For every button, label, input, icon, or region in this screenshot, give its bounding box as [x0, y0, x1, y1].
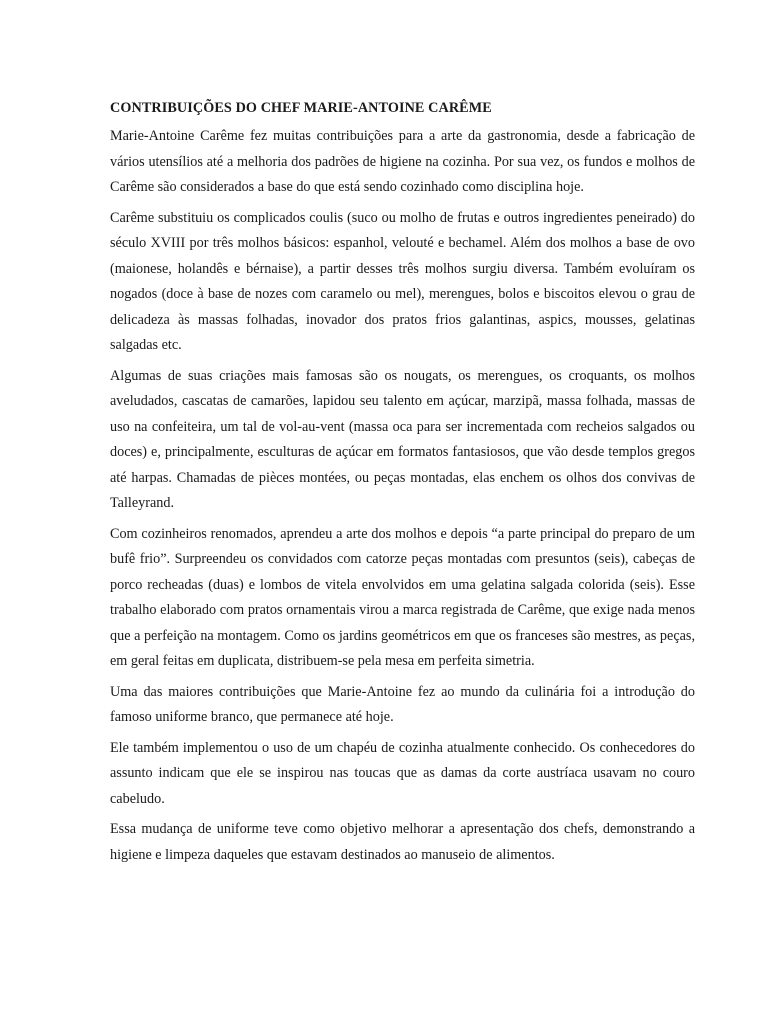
paragraph-4: Com cozinheiros renomados, aprendeu a arte dos molhos e depois “a parte principal do preparo de um bufê frio”. Surpreendeu os convidados com catorze peças montadas com presuntos (seis), cabeças de porco recheadas (duas) e lombos de vitela envolvidos em uma gelatina salgada colorida (seis). Esse trabalho elaborado com pratos ornamentais virou a marca registrada de Carême, que exige nada menos que a perfeição na montagem. Como os jardins geométricos em que os franceses são mestres, as peças, em geral feitas em duplicata, distribuem-se pela mesa em perfeita simetria. — [110, 525, 695, 669]
document-page — [110, 98, 695, 873]
document-title: CONTRIBUIÇÕES DO CHEF MARIE-ANTOINE CARÊME — [110, 100, 492, 116]
paragraph-3: Algumas de suas criações mais famosas são os nougats, os merengues, os croquants, os molhos aveludados, cascatas de camarões, lapidou seu talento em açúcar, marzipã, massa folhada, massas de uso na confeiteira, um tal de vol-au-vent (massa oca para ser incrementada com recheios salgados ou doces) e, principalmente, esculturas de açúcar em formatos fantasiosos, que vão desde templos gregos até harpas. Chamadas de pièces montées, ou peças montadas, elas enchem os olhos dos convivas de Talleyrand. — [110, 367, 695, 511]
paragraph-7: Essa mudança de uniforme teve como objetivo melhorar a apresentação dos chefs, demonstrando a higiene e limpeza daqueles que estavam destinados ao manuseio de alimentos. — [110, 821, 695, 863]
paragraph-1: Marie-Antoine Carême fez muitas contribuições para a arte da gastronomia, desde a fabricação de vários utensílios até a melhoria dos padrões de higiene na cozinha. Por sua vez, os fundos e molhos de Carême são considerados a base do que está sendo cozinhado como disciplina hoje. — [110, 128, 695, 195]
paragraph-6: Ele também implementou o uso de um chapéu de cozinha atualmente conhecido. Os conhecedores do assunto indicam que ele se inspirou nas toucas que as damas da corte austríaca usavam no couro cabeludo. — [110, 739, 695, 807]
paragraph-2: Carême substituiu os complicados coulis (suco ou molho de frutas e outros ingredientes peneirado) do século XVIII por três molhos básicos: espanhol, velouté e bechamel. Além dos molhos a base de ovo (maionese, holandês e bérnaise), a partir desses três molhos surgiu diversa. Também evoluíram os nogados (doce à base de nozes com caramelo ou mel), merengues, bolos e biscoitos elevou o grau de delicadeza às massas folhadas, inovador dos pratos frios galantinas, aspics, mousses, gelatinas salgadas etc. — [110, 209, 695, 353]
paragraph-5: Uma das maiores contribuições que Marie-Antoine fez ao mundo da culinária foi a introdução do famoso uniforme branco, que permanece até hoje. — [110, 683, 695, 725]
